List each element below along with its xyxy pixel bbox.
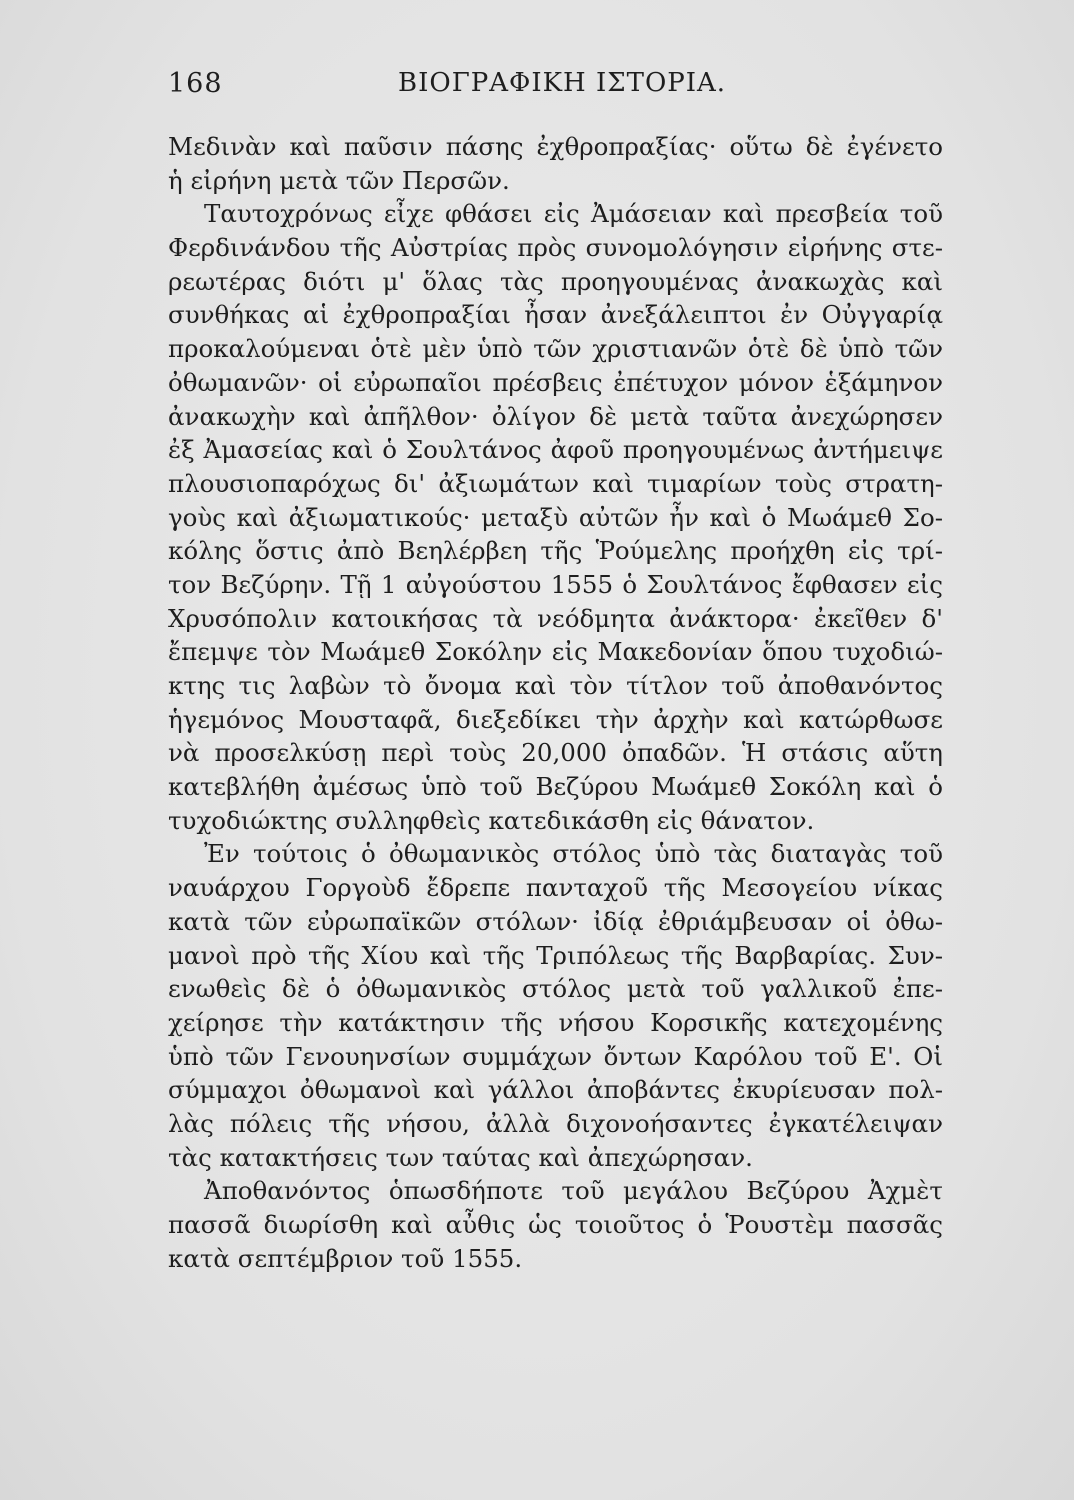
text-line: τυχοδιώκτης συλληφθεὶς κατεδικάσθη εἰς θάνατον. bbox=[168, 805, 815, 835]
text-line: ὑπὸ τῶν Γενουηνσίων συμμάχων ὄντων Καρόλου τοῦ Ε'. Οἱ bbox=[168, 1041, 943, 1071]
text-line: πασσᾶ διωρίσθη καὶ αὖθις ὡς τοιοῦτος ὁ Ῥουστὲμ πασσᾶς bbox=[168, 1210, 943, 1239]
text-line: χείρησε τὴν κατάκτησιν τῆς νήσου Κορσικῆς κατεχομένης bbox=[168, 1007, 943, 1037]
text-line: κατὰ σεπτέμβριον τοῦ 1555. bbox=[168, 1243, 523, 1273]
text-line: κτης τις λαβὼν τὸ ὄνομα καὶ τὸν τίτλον τοῦ ἀποθανόντος bbox=[168, 671, 943, 700]
text-line: Ἐν τούτοις ὁ ὀθωμανικὸς στόλος ὑπὸ τὰς διαταγὰς τοῦ bbox=[204, 839, 943, 869]
text-line: ἀνακωχὴν καὶ ἀπῆλθον· ὀλίγον δὲ μετὰ ταῦτα ἀνεχώρησεν bbox=[168, 401, 943, 431]
text-line: Ταυτοχρόνως εἶχε φθάσει εἰς Ἀμάσειαν καὶ πρεσβεία τοῦ bbox=[204, 199, 943, 229]
text-line: Φερδινάνδου τῆς Αὐστρίας πρὸς συνομολόγησιν εἰρήνης στε- bbox=[168, 233, 943, 263]
text-line: συνθήκας αἱ ἐχθροπραξίαι ἦσαν ἀνεξάλειπτοι ἐν Οὐγγαρίᾳ bbox=[168, 300, 943, 330]
text-line: λὰς πόλεις τῆς νήσου, ἀλλὰ διχονοήσαντες ἐγκατέλειψαν bbox=[168, 1108, 943, 1138]
text-line: Μεδινὰν καὶ παῦσιν πάσης ἐχθροπραξίας· οὕτω δὲ ἐγένετο bbox=[168, 132, 943, 161]
text-line: ἡγεμόνος Μουσταφᾶ, διεξεδίκει τὴν ἀρχὴν καὶ κατώρθωσε bbox=[168, 704, 943, 734]
text-line: ἐξ Ἀμασείας καὶ ὁ Σουλτάνος ἀφοῦ προηγουμένως ἀντήμειψε bbox=[168, 435, 943, 465]
text-line: ἡ εἰρήνη μετὰ τῶν Περσῶν. bbox=[168, 165, 510, 195]
text-line: τὰς κατακτήσεις των ταύτας καὶ ἀπεχώρησαν. bbox=[168, 1142, 753, 1172]
body-text bbox=[168, 130, 943, 1275]
text-line: ενωθεὶς δὲ ὁ ὀθωμανικὸς στόλος μετὰ τοῦ γαλλικοῦ ἐπε- bbox=[168, 974, 943, 1004]
text-line: ρεωτέρας διότι μ' ὅλας τὰς προηγουμένας ἀνακωχὰς καὶ bbox=[168, 266, 943, 296]
page-number: 168 bbox=[168, 68, 223, 99]
text-line: κόλης ὅστις ἀπὸ Βεηλέρβεη τῆς Ῥούμελης προήχθη εἰς τρί- bbox=[168, 536, 943, 566]
text-line: μανοὶ πρὸ τῆς Χίου καὶ τῆς Τριπόλεως τῆς Βαρβαρίας. Συν- bbox=[168, 940, 943, 970]
text-line: Χρυσόπολιν κατοικήσας τὰ νεόδμητα ἀνάκτορα· ἐκεῖθεν δ' bbox=[168, 603, 943, 633]
text-line: κατεβλήθη ἀμέσως ὑπὸ τοῦ Βεζύρου Μωάμεθ Σοκόλη καὶ ὁ bbox=[168, 772, 943, 802]
text-line: σύμμαχοι ὀθωμανοὶ καὶ γάλλοι ἀποβάντες ἐκυρίευσαν πολ- bbox=[168, 1075, 943, 1105]
text-line: πλουσιοπαρόχως δι' ἀξιωμάτων καὶ τιμαρίων τοὺς στρατη- bbox=[168, 468, 943, 498]
text-line: ναυάρχου Γοργοὺδ ἔδρεπε πανταχοῦ τῆς Μεσογείου νίκας bbox=[168, 873, 943, 903]
text-line: νὰ προσελκύσῃ περὶ τοὺς 20,000 ὀπαδῶν. Ἡ στάσις αὕτη bbox=[168, 738, 943, 768]
text-line: κατὰ τῶν εὐρωπαϊκῶν στόλων· ἰδίᾳ ἐθριάμβευσαν οἱ ὀθω- bbox=[168, 906, 943, 936]
page-header bbox=[168, 68, 938, 108]
text-line: προκαλούμεναι ὁτὲ μὲν ὑπὸ τῶν χριστιανῶν ὁτὲ δὲ ὑπὸ τῶν bbox=[168, 334, 943, 364]
text-line: ἔπεμψε τὸν Μωάμεθ Σοκόλην εἰς Μακεδονίαν ὅπου τυχοδιώ- bbox=[168, 637, 943, 667]
text-line: ὀθωμανῶν· οἱ εὐρωπαῖοι πρέσβεις ἐπέτυχον μόνον ἑξάμηνον bbox=[168, 367, 943, 397]
text-line: Ἀποθανόντος ὁπωσδήποτε τοῦ μεγάλου Βεζύρου Ἀχμὲτ bbox=[204, 1176, 943, 1206]
running-title: ΒΙΟΓΡΑΦΙΚΗ ΙΣΤΟΡΙΑ. bbox=[398, 68, 727, 98]
text-line: γοὺς καὶ ἀξιωματικούς· μεταξὺ αὐτῶν ἦν καὶ ὁ Μωάμεθ Σο- bbox=[168, 502, 943, 532]
text-line: τον Βεζύρην. Τῇ 1 αὐγούστου 1555 ὁ Σουλτάνος ἔφθασεν εἰς bbox=[168, 569, 943, 599]
